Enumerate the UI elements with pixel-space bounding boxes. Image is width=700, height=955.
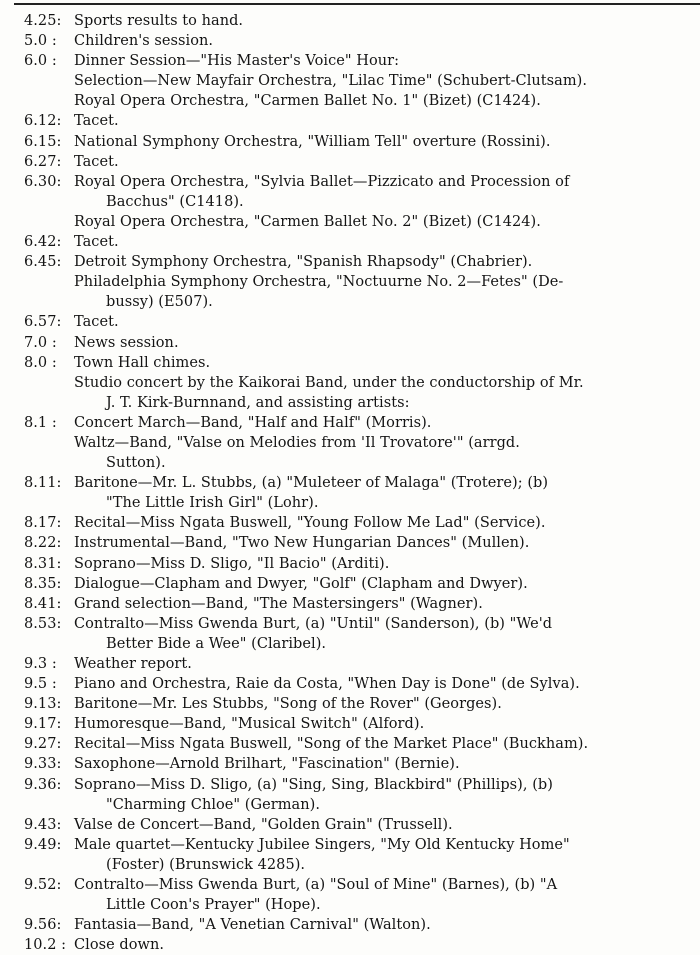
top-rule xyxy=(14,3,700,5)
entry-time: 9.33: xyxy=(24,756,62,773)
entry-description xyxy=(74,152,686,172)
entry-line: Humoresque—Band, "Musical Switch" (Alford). xyxy=(74,716,425,733)
entry-time: 6.12: xyxy=(24,113,62,130)
entry-time: 8.22: xyxy=(24,535,62,552)
entry-time: 4.25: xyxy=(24,13,62,29)
entry-time: 8.53: xyxy=(24,615,62,632)
entry-description xyxy=(74,654,686,674)
programme-entry xyxy=(0,935,700,955)
entry-line: Sports results to hand. xyxy=(74,13,244,29)
entry-time: 6.45: xyxy=(24,254,62,271)
programme-entry xyxy=(0,554,700,574)
entry-time: 6.0 : xyxy=(24,53,57,70)
programme-entry xyxy=(0,835,700,875)
entry-description xyxy=(74,775,686,815)
entry-line: Baritone—Mr. L. Stubbs, (a) "Muleteer of Malaga" (Trotere); (b) xyxy=(74,475,549,492)
entry-time: 8.31: xyxy=(24,555,62,572)
entry-line: Concert March—Band, "Half and Half" (Morris). xyxy=(74,414,432,431)
entry-description xyxy=(74,935,686,955)
entry-line: "Charming Chloe" (German). xyxy=(106,796,321,813)
entry-description xyxy=(74,333,686,353)
entry-description xyxy=(74,674,686,694)
entry-line: bussy) (E507). xyxy=(106,294,213,311)
programme-entry xyxy=(0,754,700,774)
entry-line: Close down. xyxy=(74,937,165,954)
entry-description xyxy=(74,754,686,774)
entry-description xyxy=(74,513,686,533)
entry-line: Saxophone—Arnold Brilhart, "Fascination" (Bernie). xyxy=(74,756,460,773)
entry-description xyxy=(74,312,686,332)
entry-time: 8.0 : xyxy=(24,354,57,371)
entry-description xyxy=(74,594,686,614)
programme-entry xyxy=(0,252,700,312)
entry-line: Instrumental—Band, "Two New Hungarian Dances" (Mullen). xyxy=(74,535,530,552)
entry-time: 10.2 : xyxy=(24,937,67,954)
programme-entry xyxy=(0,714,700,734)
entry-time: 6.57: xyxy=(24,314,62,331)
entry-time: 9.27: xyxy=(24,736,62,753)
entry-line: Tacet. xyxy=(74,234,119,251)
entry-description xyxy=(74,915,686,935)
entry-line: Tacet. xyxy=(74,113,119,130)
entry-description xyxy=(74,11,686,31)
programme-entry xyxy=(0,594,700,614)
entry-line: Grand selection—Band, "The Mastersingers" (Wagner). xyxy=(74,595,483,612)
entry-description xyxy=(74,132,686,152)
entry-line: Tacet. xyxy=(74,314,119,331)
entry-description xyxy=(74,232,686,252)
programme-entry xyxy=(0,654,700,674)
entry-line: Better Bide a Wee" (Claribel). xyxy=(106,635,327,652)
entry-line: Weather report. xyxy=(74,656,192,672)
entry-description xyxy=(74,714,686,734)
programme-entry xyxy=(0,11,700,31)
entry-description xyxy=(74,875,686,915)
programme-entry xyxy=(0,413,700,473)
entry-time: 9.52: xyxy=(24,877,62,894)
programme-entry xyxy=(0,694,700,714)
entry-line: Soprano—Miss D. Sligo, "Il Bacio" (Arditi). xyxy=(74,555,390,572)
entry-time: 8.11: xyxy=(24,475,62,492)
entry-line: Male quartet—Kentucky Jubilee Singers, "My Old Kentucky Home" xyxy=(74,836,570,853)
programme-listing xyxy=(0,11,700,955)
entry-line: Selection—New Mayfair Orchestra, "Lilac Time" (Schubert-Clutsam). xyxy=(74,73,587,90)
entry-time: 9.5 : xyxy=(24,676,57,693)
entry-description xyxy=(74,31,686,51)
programme-entry xyxy=(0,915,700,935)
entry-line: Fantasia—Band, "A Venetian Carnival" (Walton). xyxy=(74,917,431,934)
entry-line: Contralto—Miss Gwenda Burt, (a) "Soul of Mine" (Barnes), (b) "A xyxy=(74,877,558,894)
entry-time: 9.36: xyxy=(24,776,62,793)
entry-description xyxy=(74,51,686,111)
entry-time: 6.30: xyxy=(24,173,62,190)
entry-time: 9.49: xyxy=(24,836,62,853)
entry-line: Town Hall chimes. xyxy=(74,354,211,371)
entry-line: Sutton). xyxy=(106,455,166,472)
entry-time: 9.3 : xyxy=(24,656,57,672)
entry-description xyxy=(74,835,686,875)
programme-entry xyxy=(0,312,700,332)
programme-entry xyxy=(0,51,700,111)
programme-entry xyxy=(0,775,700,815)
entry-line: Dialogue—Clapham and Dwyer, "Golf" (Clapham and Dwyer). xyxy=(74,575,528,592)
entry-line: (Foster) (Brunswick 4285). xyxy=(106,856,306,873)
programme-entry xyxy=(0,132,700,152)
programme-entry xyxy=(0,815,700,835)
entry-line: Royal Opera Orchestra, "Carmen Ballet No. 2" (Bizet) (C1424). xyxy=(74,213,541,230)
entry-line: Royal Opera Orchestra, "Carmen Ballet No. 1" (Bizet) (C1424). xyxy=(74,93,541,110)
programme-entry xyxy=(0,674,700,694)
entry-description xyxy=(74,694,686,714)
programme-entry xyxy=(0,111,700,131)
entry-time: 9.56: xyxy=(24,917,62,934)
programme-entry xyxy=(0,574,700,594)
entry-line: Piano and Orchestra, Raie da Costa, "When Day is Done" (de Sylva). xyxy=(74,676,580,693)
entry-line: Baritone—Mr. Les Stubbs, "Song of the Rover" (Georges). xyxy=(74,696,502,713)
entry-line: Tacet. xyxy=(74,153,119,170)
entry-description xyxy=(74,815,686,835)
entry-line: Detroit Symphony Orchestra, "Spanish Rhapsody" (Chabrier). xyxy=(74,254,533,271)
entry-description xyxy=(74,554,686,574)
entry-time: 5.0 : xyxy=(24,33,57,50)
entry-description xyxy=(74,574,686,594)
entry-time: 9.17: xyxy=(24,716,62,733)
programme-entry xyxy=(0,232,700,252)
entry-line: Contralto—Miss Gwenda Burt, (a) "Until" (Sanderson), (b) "We'd xyxy=(74,615,553,632)
entry-description xyxy=(74,734,686,754)
entry-line: Bacchus" (C1418). xyxy=(106,193,244,210)
entry-line: Recital—Miss Ngata Buswell, "Young Follow Me Lad" (Service). xyxy=(74,515,546,532)
entry-line: "The Little Irish Girl" (Lohr). xyxy=(106,495,319,512)
entry-line: Studio concert by the Kaikorai Band, under the conductorship of Mr. xyxy=(74,374,584,391)
entry-line: Children's session. xyxy=(74,33,214,50)
entry-line: Dinner Session—"His Master's Voice" Hour: xyxy=(74,53,400,70)
programme-entry xyxy=(0,333,700,353)
programme-entry xyxy=(0,614,700,654)
programme-entry xyxy=(0,513,700,533)
entry-line: News session. xyxy=(74,334,179,351)
entry-time: 8.1 : xyxy=(24,414,57,431)
entry-time: 6.27: xyxy=(24,153,62,170)
programme-entry xyxy=(0,353,700,413)
entry-description xyxy=(74,353,686,413)
programme-entry xyxy=(0,473,700,513)
programme-entry xyxy=(0,875,700,915)
entry-description xyxy=(74,111,686,131)
entry-description xyxy=(74,533,686,553)
entry-time: 8.41: xyxy=(24,595,62,612)
entry-line: Little Coon's Prayer" (Hope). xyxy=(106,897,321,914)
entry-time: 8.35: xyxy=(24,575,62,592)
entry-time: 9.43: xyxy=(24,816,62,833)
entry-line: Philadelphia Symphony Orchestra, "Noctuurne No. 2—Fetes" (De- xyxy=(74,274,564,291)
entry-line: Royal Opera Orchestra, "Sylvia Ballet—Pizzicato and Procession of xyxy=(74,173,570,190)
programme-entry xyxy=(0,31,700,51)
programme-entry xyxy=(0,734,700,754)
entry-time: 7.0 : xyxy=(24,334,57,351)
entry-description xyxy=(74,614,686,654)
entry-time: 8.17: xyxy=(24,515,62,532)
entry-line: J. T. Kirk-Burnnand, and assisting artists: xyxy=(106,394,410,411)
entry-line: National Symphony Orchestra, "William Tell" overture (Rossini). xyxy=(74,133,551,150)
programme-entry xyxy=(0,152,700,172)
entry-line: Waltz—Band, "Valse on Melodies from 'Il Trovatore'" (arrgd. xyxy=(74,434,520,451)
entry-description xyxy=(74,172,686,232)
entry-time: 6.15: xyxy=(24,133,62,150)
entry-line: Soprano—Miss D. Sligo, (a) "Sing, Sing, Blackbird" (Phillips), (b) xyxy=(74,776,553,793)
entry-line: Recital—Miss Ngata Buswell, "Song of the Market Place" (Buckham). xyxy=(74,736,589,753)
programme-entry xyxy=(0,533,700,553)
programme-entry xyxy=(0,172,700,232)
entry-description xyxy=(74,473,686,513)
entry-line: Valse de Concert—Band, "Golden Grain" (Trussell). xyxy=(74,816,453,833)
entry-time: 9.13: xyxy=(24,696,62,713)
entry-time: 6.42: xyxy=(24,234,62,251)
entry-description xyxy=(74,413,686,473)
entry-description xyxy=(74,252,686,312)
